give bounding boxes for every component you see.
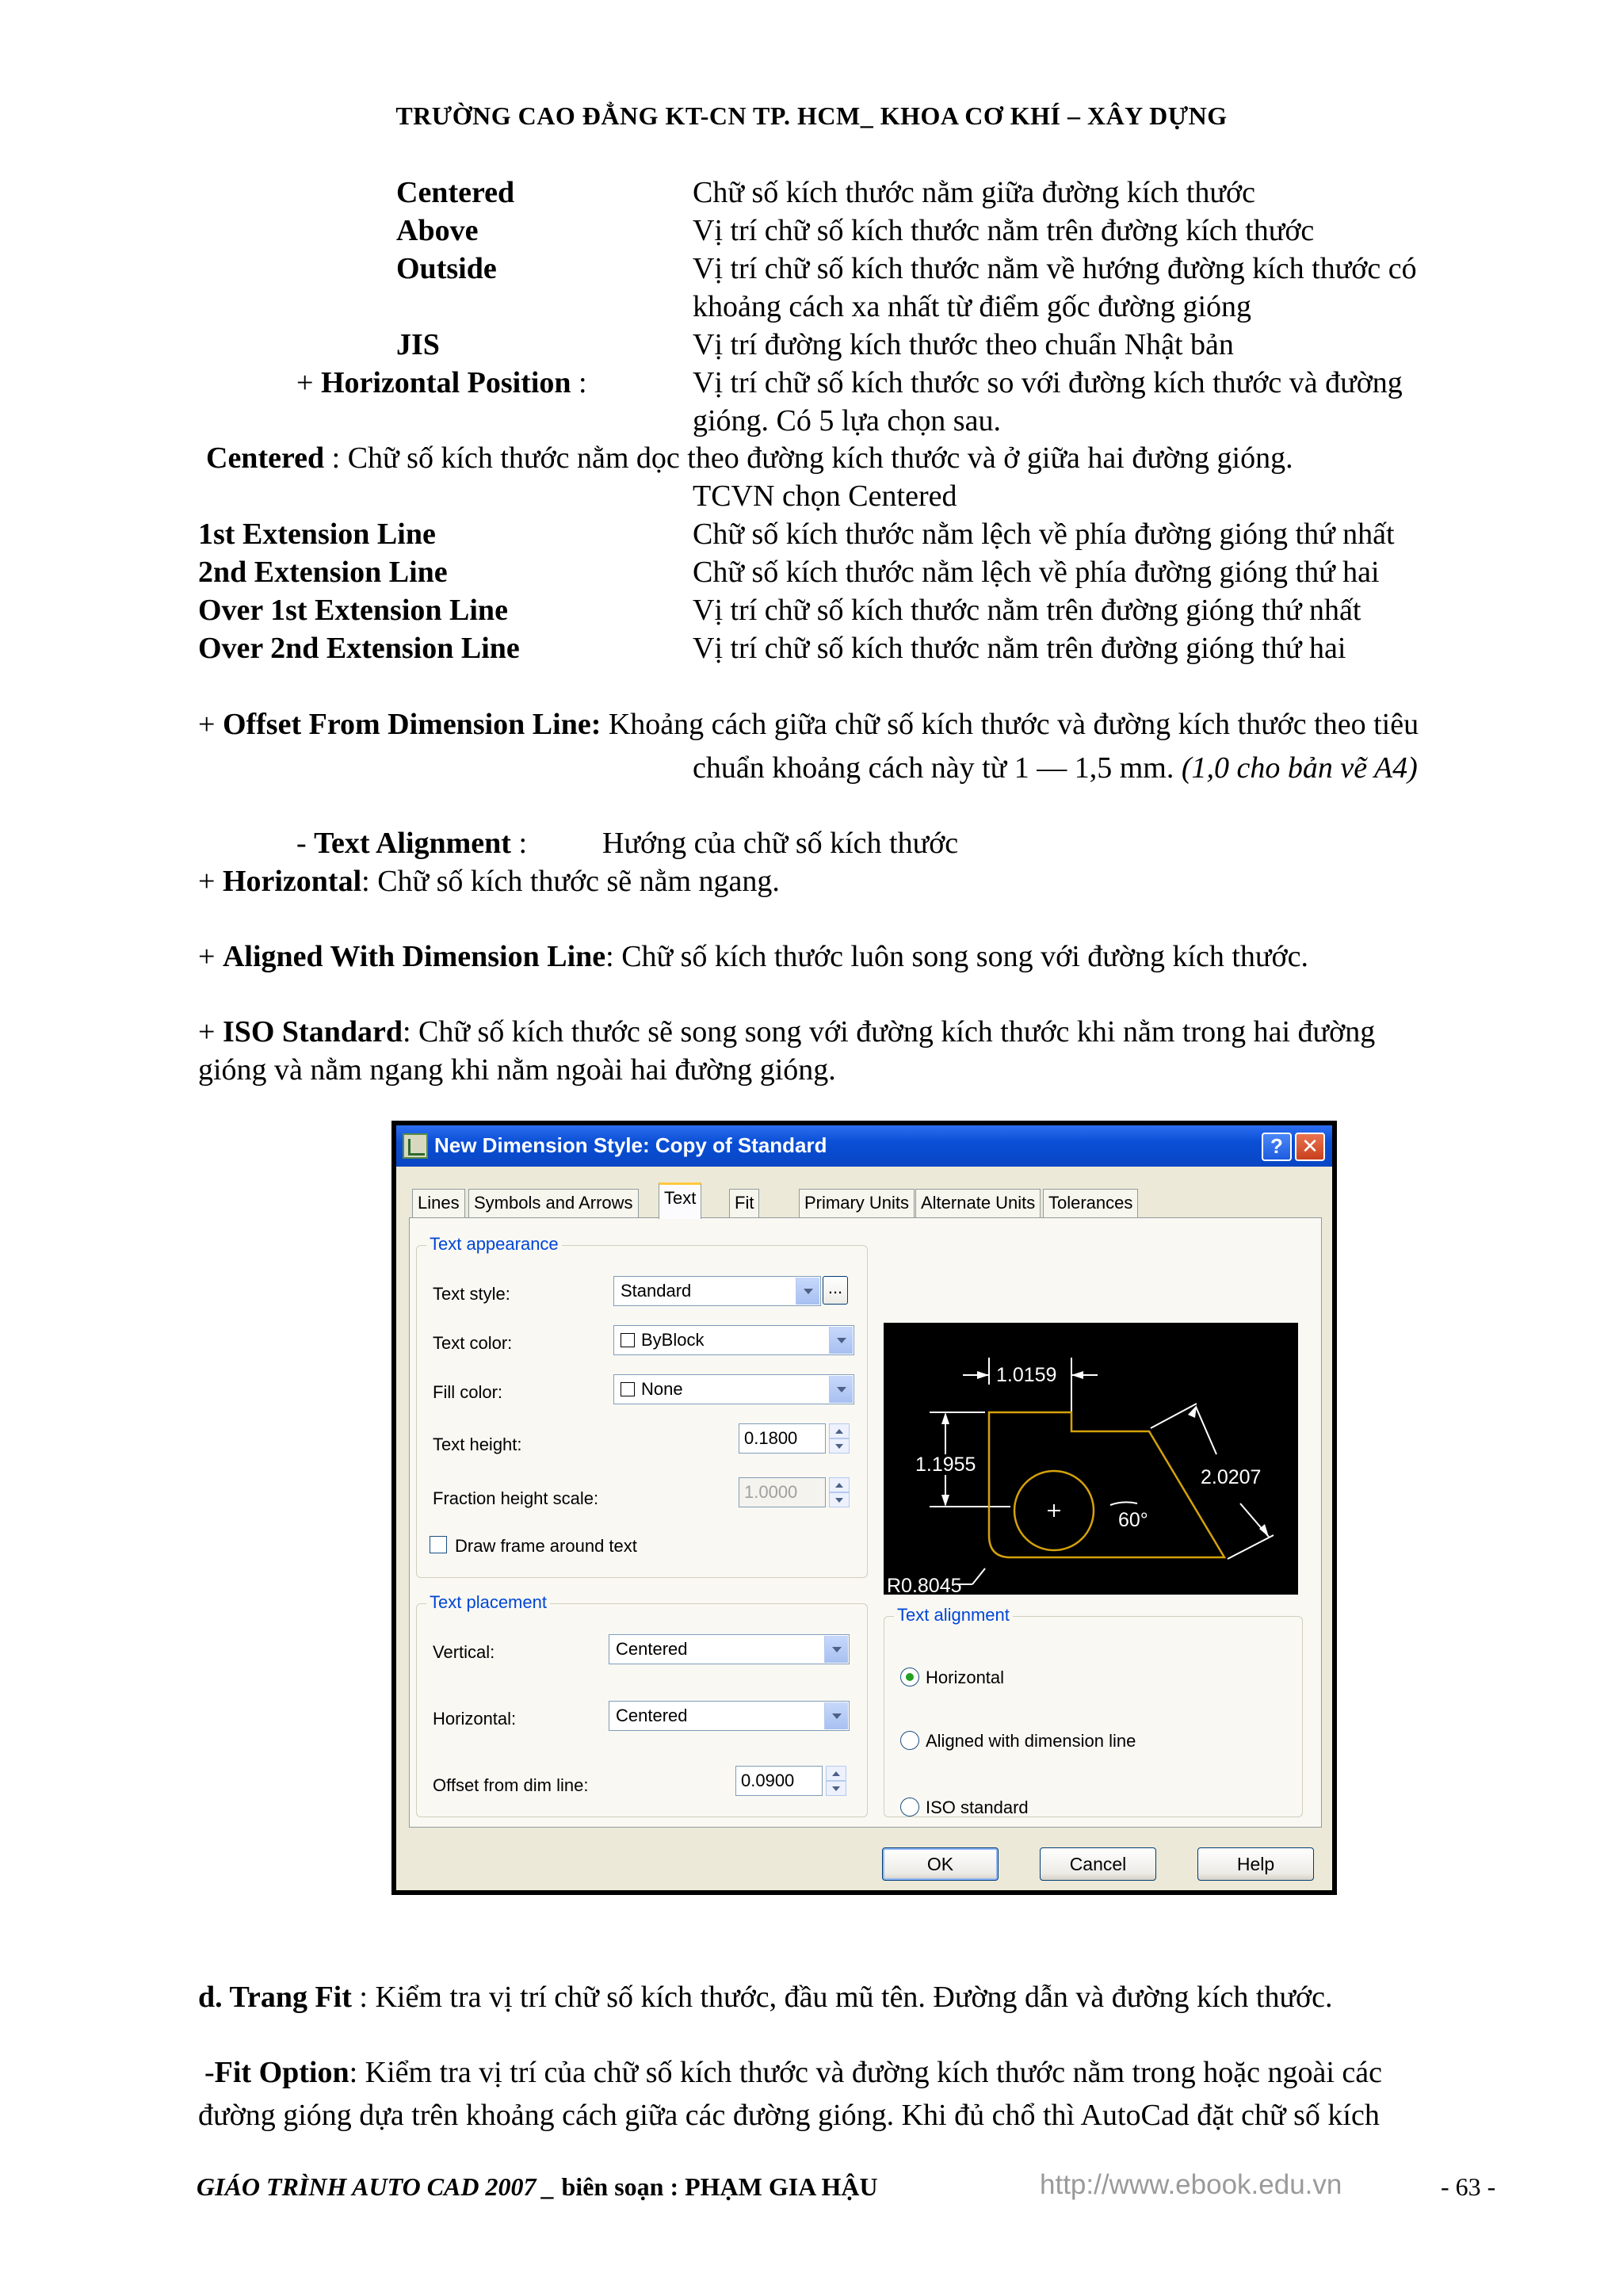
vertical-value: Centered	[616, 1639, 688, 1659]
vertical-select[interactable]	[609, 1634, 850, 1664]
text-style-label: Text style:	[433, 1284, 510, 1304]
term-jis: JIS	[396, 328, 440, 361]
tab-tolerances[interactable]: Tolerances	[1043, 1189, 1138, 1217]
horizontal-select[interactable]	[609, 1701, 850, 1731]
fill-color-label: Fill color:	[433, 1382, 503, 1402]
term-1st-extension: 1st Extension Line	[198, 518, 436, 551]
desc-2nd-extension: Chữ số kích thước nằm lệch về phía đường gióng thứ hai	[693, 556, 1380, 589]
tab-alternate-units[interactable]: Alternate Units	[915, 1189, 1041, 1217]
text-alignment-heading: - Text Alignment :	[296, 827, 527, 860]
fraction-height-input[interactable]: 1.0000	[739, 1477, 826, 1507]
spin-up-icon[interactable]	[829, 1423, 850, 1438]
draw-frame-checkbox[interactable]	[430, 1536, 447, 1553]
dialog-title: New Dimension Style: Copy of Standard	[434, 1133, 827, 1157]
color-swatch-icon	[621, 1333, 635, 1347]
spin-down-icon[interactable]	[829, 1438, 850, 1454]
text-color-value: ByBlock	[641, 1330, 705, 1350]
centered-line: Centered : Chữ số kích thước nằm dọc theo đường kích thước và ở giữa hai đường gióng.	[206, 441, 1293, 475]
draw-frame-label: Draw frame around text	[455, 1536, 637, 1556]
text-placement-title: Text placement	[426, 1592, 550, 1613]
radio-iso-label: ISO standard	[926, 1797, 1029, 1817]
spin-up-icon[interactable]	[829, 1477, 850, 1492]
tab-symbols-and-arrows[interactable]: Symbols and Arrows	[468, 1189, 639, 1217]
footer-book-title: GIÁO TRÌNH AUTO CAD 2007 _ biên soạn : PHẠM GIA HẬU	[197, 2172, 878, 2201]
fill-color-value: None	[641, 1379, 683, 1399]
text-appearance-title: Text appearance	[426, 1234, 562, 1255]
spin-down-icon[interactable]	[829, 1492, 850, 1507]
fit-option-line: -Fit Option: Kiểm tra vị trí của chữ số kích thước và đường kích thước nằm trong hoặc ngoài các	[204, 2056, 1383, 2089]
text-alignment-title: Text alignment	[894, 1605, 1013, 1626]
dialog-screenshot	[391, 1121, 1337, 1895]
chevron-down-icon[interactable]	[829, 1376, 853, 1403]
text-height-spinner[interactable]	[829, 1423, 850, 1454]
text-style-browse-button[interactable]: ...	[823, 1276, 848, 1305]
horizontal-value: Centered	[616, 1706, 688, 1725]
text-placement-group	[416, 1592, 868, 1817]
fraction-height-label: Fraction height scale:	[433, 1488, 599, 1508]
offset-input[interactable]: 0.0900	[735, 1766, 823, 1796]
text-tab-panel	[409, 1217, 1322, 1828]
desc-over-1st-extension: Vị trí chữ số kích thước nằm trên đường gióng thứ nhất	[693, 594, 1361, 627]
fraction-height-spinner[interactable]	[829, 1477, 850, 1507]
centered-line-cont: TCVN chọn Centered	[693, 479, 957, 513]
text-color-select[interactable]	[613, 1325, 854, 1355]
title-close-button[interactable]: ✕	[1295, 1133, 1325, 1161]
text-alignment-desc: Hướng của chữ số kích thước	[602, 827, 959, 860]
text-height-input[interactable]: 0.1800	[739, 1423, 826, 1454]
preview-dim-top: 1.0159	[996, 1364, 1057, 1386]
tab-primary-units[interactable]: Primary Units	[799, 1189, 915, 1217]
preview-drawing	[884, 1323, 1298, 1595]
text-color-label: Text color:	[433, 1333, 513, 1353]
desc-jis: Vị trí đường kích thước theo chuẩn Nhật bản	[693, 328, 1234, 361]
horizontal-line: + Horizontal: Chữ số kích thước sẽ nằm ngang.	[198, 865, 780, 898]
tab-lines[interactable]: Lines	[412, 1189, 465, 1217]
offset-label: Offset from dim line:	[433, 1775, 589, 1795]
radio-aligned-label: Aligned with dimension line	[926, 1731, 1136, 1751]
chevron-down-icon[interactable]	[796, 1278, 819, 1305]
preview-dim-angle: 60°	[1118, 1509, 1148, 1531]
fit-section-line: d. Trang Fit : Kiểm tra vị trí chữ số kích thước, đầu mũ tên. Đường dẫn và đường kích thước.	[198, 1981, 1333, 2014]
preview-dim-right: 2.0207	[1201, 1466, 1262, 1488]
page-number: - 63 -	[1441, 2172, 1496, 2201]
term-outside: Outside	[396, 252, 497, 285]
text-height-label: Text height:	[433, 1435, 522, 1454]
radio-aligned[interactable]	[900, 1731, 919, 1750]
dimension-preview	[884, 1323, 1298, 1595]
chevron-down-icon[interactable]	[824, 1702, 848, 1729]
horizontal-label: Horizontal:	[433, 1709, 517, 1729]
tab-fit[interactable]: Fit	[729, 1189, 759, 1217]
radio-horizontal[interactable]	[900, 1668, 919, 1687]
iso-line: + ISO Standard: Chữ số kích thước sẽ song song với đường kích thước khi nằm trong hai đường	[198, 1015, 1376, 1049]
text-style-select[interactable]	[613, 1276, 821, 1306]
text-alignment-group	[884, 1605, 1303, 1817]
term-above: Above	[396, 214, 479, 247]
dialog-titlebar[interactable]	[396, 1125, 1332, 1167]
horizontal-position-heading: + Horizontal Position :	[296, 366, 587, 399]
desc-over-2nd-extension: Vị trí chữ số kích thước nằm trên đường gióng thứ hai	[693, 632, 1346, 665]
term-centered: Centered	[396, 176, 515, 209]
color-swatch-icon	[621, 1382, 635, 1396]
tab-text[interactable]: Text	[659, 1182, 701, 1219]
desc-centered: Chữ số kích thước nằm giữa đường kích thước	[693, 176, 1255, 209]
preview-dim-radius: R0.8045	[887, 1575, 962, 1595]
desc-above: Vị trí chữ số kích thước nằm trên đường kích thước	[693, 214, 1315, 247]
chevron-down-icon[interactable]	[829, 1327, 853, 1354]
help-button[interactable]: Help	[1197, 1847, 1314, 1881]
spin-down-icon[interactable]	[826, 1781, 846, 1796]
iso-line-cont: gióng và nằm ngang khi nằm ngoài hai đường gióng.	[198, 1053, 836, 1087]
text-style-value: Standard	[621, 1281, 692, 1301]
desc-1st-extension: Chữ số kích thước nằm lệch về phía đường gióng thứ nhất	[693, 518, 1395, 551]
dimension-style-dialog	[396, 1125, 1332, 1890]
title-help-button[interactable]: ?	[1262, 1133, 1292, 1161]
chevron-down-icon[interactable]	[824, 1636, 848, 1663]
radio-horizontal-label: Horizontal	[926, 1668, 1005, 1687]
desc-outside: Vị trí chữ số kích thước nằm về hướng đường kích thước có	[693, 252, 1417, 285]
radio-iso[interactable]	[900, 1797, 919, 1817]
preview-dim-left: 1.1955	[915, 1454, 976, 1476]
text-appearance-group	[416, 1234, 868, 1578]
autocad-app-icon	[403, 1133, 428, 1159]
aligned-line: + Aligned With Dimension Line: Chữ số kích thước luôn song song với đường kích thước.	[198, 940, 1308, 973]
offset-spinner[interactable]	[826, 1766, 846, 1796]
horizontal-position-desc-cont: gióng. Có 5 lựa chọn sau.	[693, 404, 1001, 437]
term-over-2nd-extension: Over 2nd Extension Line	[198, 632, 520, 665]
vertical-label: Vertical:	[433, 1642, 495, 1662]
spin-up-icon[interactable]	[826, 1766, 846, 1781]
fill-color-select[interactable]	[613, 1374, 854, 1404]
footer-url: http://www.ebook.edu.vn	[1040, 2169, 1342, 2200]
page-header: TRƯỜNG CAO ĐẲNG KT-CN TP. HCM_ KHOA CƠ KHÍ – XÂY DỰNG	[395, 101, 1228, 130]
fit-option-line-cont: đường gióng dựa trên khoảng cách giữa các đường gióng. Khi đủ chổ thì AutoCad đặt chữ số kích	[198, 2099, 1380, 2132]
term-2nd-extension: 2nd Extension Line	[198, 556, 448, 589]
horizontal-position-desc: Vị trí chữ số kích thước so với đường kích thước và đường	[693, 366, 1403, 399]
desc-outside-cont: khoảng cách xa nhất từ điểm gốc đường gióng	[693, 290, 1252, 323]
offset-line-cont: chuẩn khoảng cách này từ 1 — 1,5 mm. (1,0 cho bản vẽ A4)	[693, 751, 1418, 785]
term-over-1st-extension: Over 1st Extension Line	[198, 594, 508, 627]
ok-button[interactable]: OK	[882, 1847, 999, 1881]
offset-line: + Offset From Dimension Line: Khoảng cách giữa chữ số kích thước và đường kích thước theo tiêu	[198, 708, 1419, 741]
cancel-button[interactable]: Cancel	[1040, 1847, 1156, 1881]
